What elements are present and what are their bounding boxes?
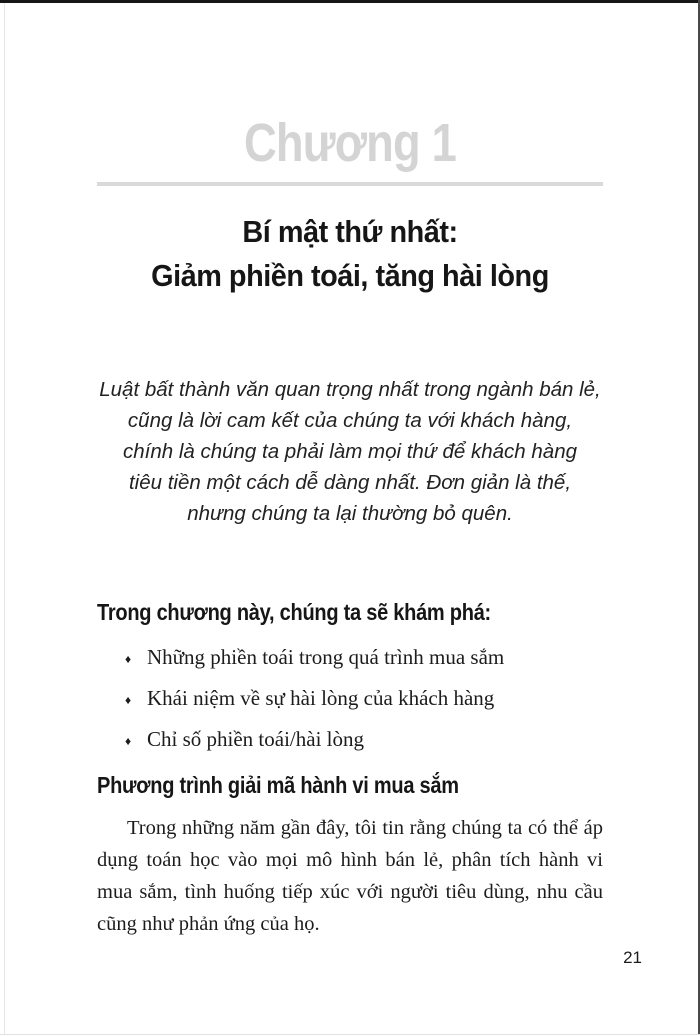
list-item-text: Chỉ số phiền toái/hài lòng (147, 727, 364, 751)
chapter-title-line-1: Bí mật thứ nhất: (242, 214, 458, 249)
chapter-number: Chương 1 (243, 113, 457, 173)
chapter-divider-rule (97, 182, 603, 186)
diamond-bullet-icon: ♦ (125, 734, 132, 748)
list-item (125, 641, 603, 676)
section-heading-equation: Phương trình giải mã hành vi mua sắm (97, 772, 459, 798)
epigraph-quote (37, 374, 663, 529)
section-heading-chapter-overview: Trong chương này, chúng ta sẽ khám phá: (97, 599, 491, 625)
chapter-title (115, 210, 586, 298)
quote-line: nhưng chúng ta lại thường bỏ quên. (187, 502, 513, 525)
diamond-bullet-icon: ♦ (125, 652, 132, 666)
diamond-bullet-icon: ♦ (125, 693, 132, 707)
chapter-title-line-2: Giảm phiền toái, tăng hài lòng (151, 258, 549, 293)
chapter-topics-list (97, 641, 603, 758)
quote-line: chính là chúng ta phải làm mọi thứ để khách hàng (122, 440, 578, 463)
list-item (125, 723, 603, 758)
page-left-edge (4, 3, 5, 1035)
list-item-text: Những phiền toái trong quá trình mua sắm (147, 645, 505, 669)
list-item (125, 682, 603, 717)
list-item-text: Khái niệm về sự hài lòng của khách hàng (147, 686, 495, 710)
quote-line: tiêu tiền một cách dễ dàng nhất. Đơn giản là thế, (128, 471, 572, 494)
page-content (97, 0, 603, 940)
body-paragraph: Trong những năm gần đây, tôi tin rằng chúng ta có thể áp dụng toán học vào mọi mô hình bán lẻ, phân tích hành vi mua sắm, tình huống tiếp xúc với người tiêu dùng, nhu cầu cũng như phản ứng của họ. (97, 817, 603, 935)
page-number: 21 (623, 948, 642, 967)
quote-line: cũng là lời cam kết của chúng ta với khách hàng, (127, 409, 573, 432)
quote-line: Luật bất thành văn quan trọng nhất trong ngành bán lẻ, (99, 378, 601, 401)
